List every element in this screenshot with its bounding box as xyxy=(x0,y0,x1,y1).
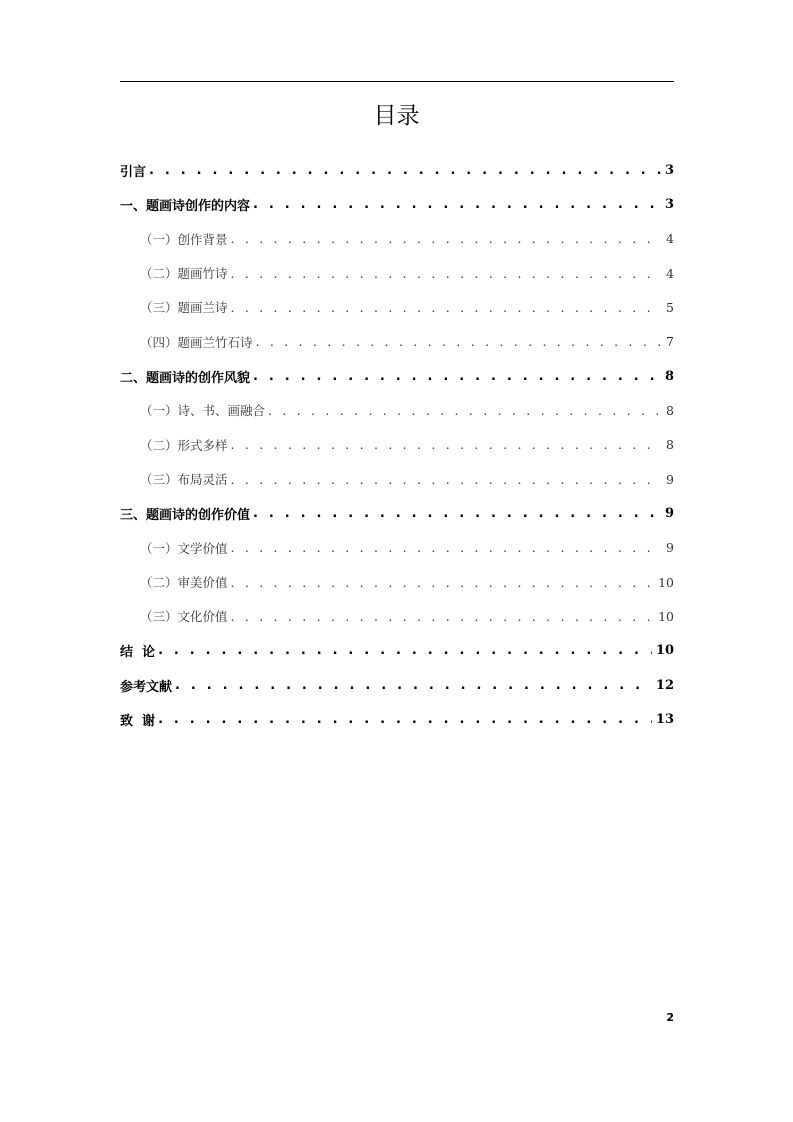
dot-leader xyxy=(158,712,652,727)
dot-leader xyxy=(231,231,663,246)
toc-entry-page: 9 xyxy=(664,505,674,521)
header-rule xyxy=(120,81,674,82)
toc-entry-page: 9 xyxy=(666,471,674,487)
toc-entry-label: （三）布局灵活 xyxy=(140,472,228,488)
toc-entry-references[interactable] xyxy=(120,668,674,702)
toc-title: 目录 xyxy=(373,103,420,129)
toc-entry-page: 4 xyxy=(666,231,674,247)
toc-entry-label: （二）题画竹诗 xyxy=(140,266,228,282)
dot-leader xyxy=(231,609,655,624)
toc-entry-chapter-3[interactable] xyxy=(120,496,674,530)
toc-entry-page: 8 xyxy=(666,437,674,453)
toc-entry-page: 10 xyxy=(658,608,674,624)
toc-entry-section-1-4[interactable] xyxy=(120,325,674,359)
toc-entry-label: 三、题画诗的创作价值 xyxy=(120,507,251,523)
toc-entry-section-1-1[interactable] xyxy=(120,222,674,256)
toc-entry-chapter-2[interactable] xyxy=(120,359,674,393)
toc-entry-section-2-1[interactable] xyxy=(120,393,674,427)
toc-entry-label: （一）创作背景 xyxy=(140,231,228,247)
table-of-contents xyxy=(120,153,674,737)
toc-entry-label: （三）文化价值 xyxy=(140,609,228,625)
toc-entry-conclusion[interactable] xyxy=(120,634,674,668)
toc-entry-label: （二）形式多样 xyxy=(140,437,228,453)
toc-entry-page: 10 xyxy=(655,643,674,659)
toc-entry-introduction[interactable] xyxy=(120,153,674,187)
dot-leader xyxy=(158,643,652,658)
toc-entry-page: 3 xyxy=(664,196,674,212)
dot-leader xyxy=(231,472,663,487)
dot-leader xyxy=(253,369,661,384)
toc-entry-label: （二）审美价值 xyxy=(140,575,228,591)
toc-entry-label: 二、题画诗的创作风貌 xyxy=(120,370,251,386)
toc-entry-page: 10 xyxy=(658,574,674,590)
toc-entry-label: 致 谢 xyxy=(120,713,156,729)
toc-entry-section-3-1[interactable] xyxy=(120,531,674,565)
toc-entry-label: （四）题画兰竹石诗 xyxy=(140,334,253,350)
page-number: 2 xyxy=(666,1011,674,1024)
toc-entry-page: 12 xyxy=(655,677,674,693)
dot-leader xyxy=(256,334,663,349)
toc-entry-page: 9 xyxy=(666,540,674,556)
dot-leader xyxy=(231,540,663,555)
toc-entry-page: 8 xyxy=(666,402,674,418)
toc-entry-page: 5 xyxy=(666,299,674,315)
toc-entry-label: （三）题画兰诗 xyxy=(140,300,228,316)
toc-entry-label: 引言 xyxy=(120,164,147,180)
toc-entry-label: （一）诗、书、画融合 xyxy=(140,403,266,419)
toc-entry-chapter-1[interactable] xyxy=(120,187,674,221)
toc-entry-section-2-3[interactable] xyxy=(120,462,674,496)
toc-entry-label: 参考文献 xyxy=(120,679,173,695)
toc-entry-label: （一）文学价值 xyxy=(140,540,228,556)
dot-leader xyxy=(175,678,652,693)
dot-leader xyxy=(268,403,662,418)
dot-leader xyxy=(231,300,663,315)
toc-entry-section-2-2[interactable] xyxy=(120,428,674,462)
dot-leader xyxy=(253,506,661,521)
toc-entry-label: 一、题画诗创作的内容 xyxy=(120,198,251,214)
dot-leader xyxy=(149,163,661,178)
toc-entry-page: 4 xyxy=(666,265,674,281)
toc-entry-page: 3 xyxy=(664,162,674,178)
toc-entry-page: 13 xyxy=(655,711,674,727)
toc-entry-section-3-2[interactable] xyxy=(120,565,674,599)
toc-entry-page: 8 xyxy=(664,368,674,384)
toc-entry-section-1-2[interactable] xyxy=(120,256,674,290)
toc-entry-section-3-3[interactable] xyxy=(120,599,674,633)
toc-entry-acknowledgements[interactable] xyxy=(120,702,674,736)
toc-entry-label: 结 论 xyxy=(120,645,156,661)
dot-leader xyxy=(253,197,661,212)
toc-entry-section-1-3[interactable] xyxy=(120,290,674,324)
dot-leader xyxy=(231,575,655,590)
toc-entry-page: 7 xyxy=(666,334,674,350)
dot-leader xyxy=(231,266,663,281)
dot-leader xyxy=(231,437,663,452)
